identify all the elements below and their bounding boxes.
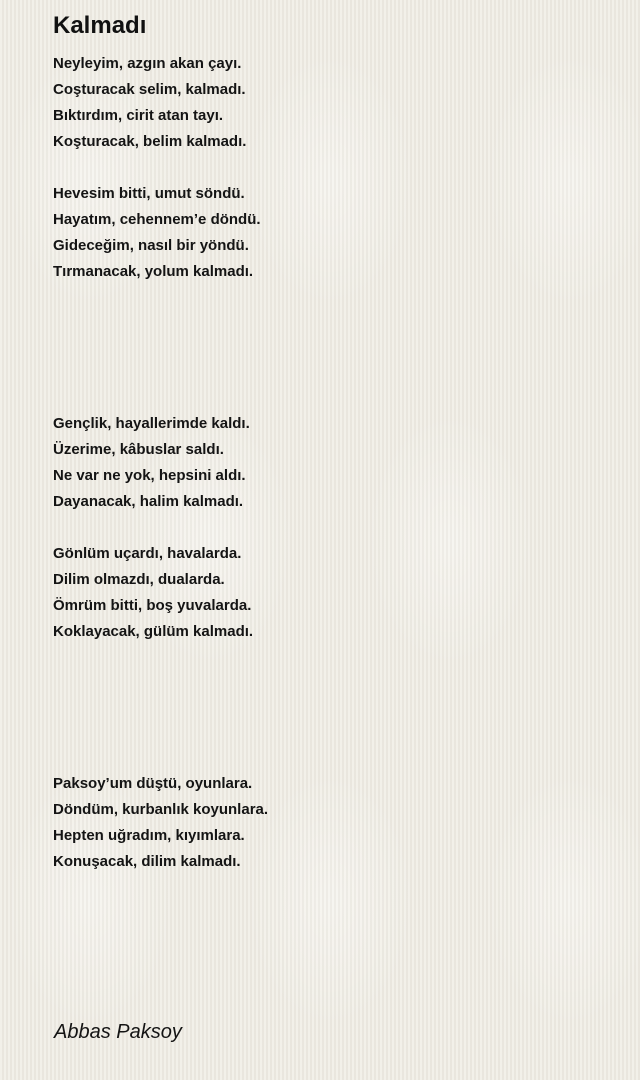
stanza-4 — [53, 541, 253, 645]
verse-line: Gençlik, hayallerimde kaldı. — [53, 415, 250, 432]
verse-line: Gideceğim, nasıl bir yöndü. — [53, 237, 249, 254]
stanza-1 — [53, 51, 246, 155]
verse-line: Üzerime, kâbuslar saldı. — [53, 441, 224, 458]
verse-line: Coşturacak selim, kalmadı. — [53, 81, 246, 98]
verse-line: Bıktırdım, cirit atan tayı. — [53, 107, 224, 124]
verse-line: Hevesim bitti, umut söndü. — [53, 185, 245, 202]
verse-line: Konuşacak, dilim kalmadı. — [53, 853, 241, 870]
verse-line: Döndüm, kurbanlık koyunlara. — [53, 801, 269, 818]
poem-title: Kalmadı — [53, 12, 147, 39]
verse-line: Koklayacak, gülüm kalmadı. — [53, 623, 254, 640]
stanza-2 — [53, 181, 261, 285]
stanza-3 — [53, 411, 250, 515]
verse-line: Ömrüm bitti, boş yuvalarda. — [53, 597, 252, 614]
verse-line: Tırmanacak, yolum kalmadı. — [53, 263, 254, 280]
verse-line: Ne var ne yok, hepsini aldı. — [53, 467, 246, 484]
verse-line: Dayanacak, halim kalmadı. — [53, 493, 244, 510]
verse-line: Hayatım, cehennem’e döndü. — [53, 211, 261, 228]
verse-line: Gönlüm uçardı, havalarda. — [53, 545, 242, 562]
stanza-5 — [53, 771, 268, 875]
verse-line: Dilim olmazdı, dualarda. — [53, 571, 225, 588]
verse-line: Neyleyim, azgın akan çayı. — [53, 55, 242, 72]
poem-author: Abbas Paksoy — [54, 1021, 182, 1043]
verse-line: Hepten uğradım, kıyımlara. — [53, 827, 245, 844]
verse-line: Paksoy’um düştü, oyunlara. — [53, 775, 253, 792]
verse-line: Koşturacak, belim kalmadı. — [53, 133, 247, 150]
